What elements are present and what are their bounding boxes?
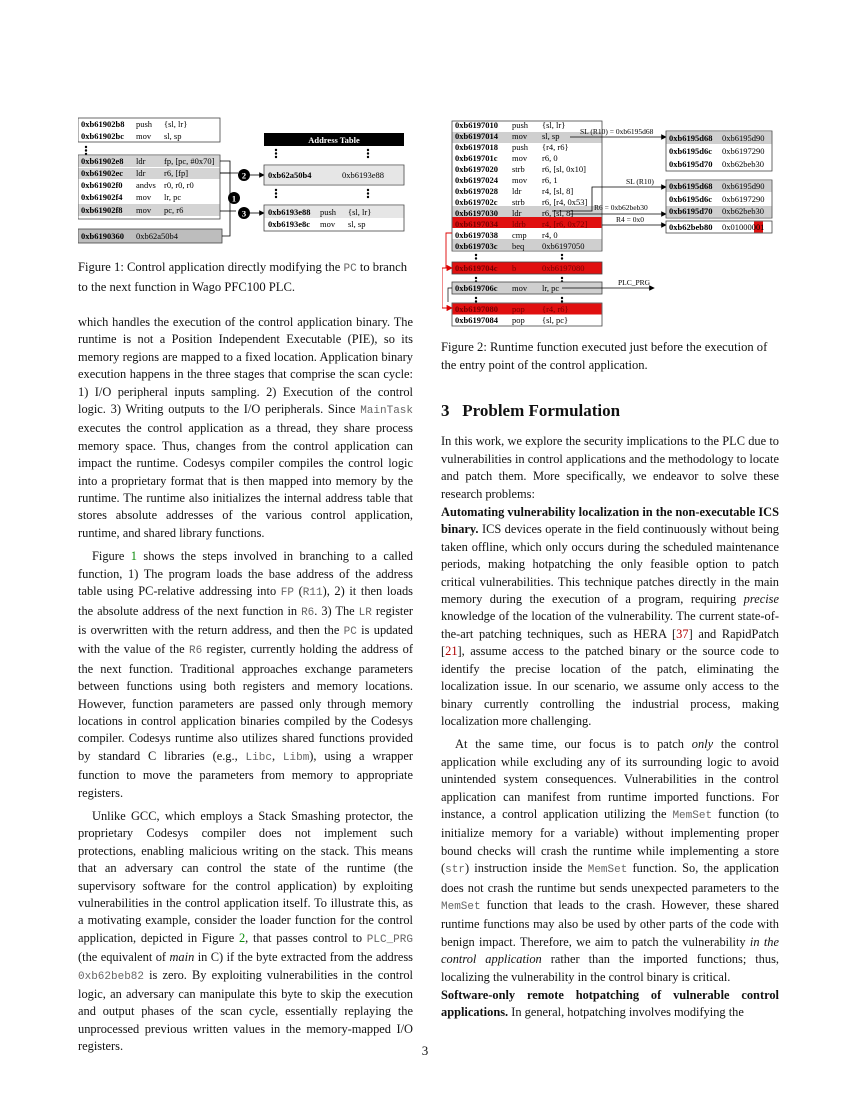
right-column [441, 402, 779, 1028]
fig2-row-op: strb [512, 197, 525, 207]
fig1-marker-1: 1 [231, 193, 237, 204]
fig1-caption-code: PC [343, 263, 357, 275]
text: function (to initialize memory for a variable) without implementing proper bound checks will crash the runtime while implementing a store ( [441, 806, 779, 876]
emph-precise: precise [743, 592, 779, 607]
text: . 3) The [314, 603, 359, 618]
fig1-target-args: sl, sp [348, 219, 366, 229]
fig1-g2-addr: 0xb61902f0 [81, 180, 123, 190]
left-p1-text: which handles the execution of the control application binary. The runtime is not a Position Independent Executable (PIE), so its memory regions are mapped to a fixed location. Application binary execution happens in the three stages that comprise the scan cycle: 1) I/O peripheral inputs sampling. 2) Execution of the control logic. 3) Writing outputs to the I/O peripherals. Since [78, 315, 413, 417]
fig2-row-addr: 0xb6197038 [455, 230, 498, 240]
section-title: Problem Formulation [462, 401, 621, 420]
fig2-mem2-addr: 0xb6195d70 [669, 206, 713, 216]
fig2-mem3-val: 0x01000001 [722, 222, 765, 232]
fig2-mem1-addr: 0xb6195d68 [669, 133, 713, 143]
code-memset: MemSet [587, 864, 628, 877]
fig2-mem1-val: 0xb6197290 [722, 146, 765, 156]
code-r11: R11 [302, 587, 323, 600]
figure-2-ref-link[interactable]: 2 [238, 930, 246, 945]
fig2-rowd-addr: 0xb6197080 [455, 304, 498, 314]
fig2-rowd-args: {r4, r6} [542, 304, 569, 314]
fig1-target-addr: 0xb6193e8c [268, 219, 311, 229]
right-paragraph-3 [441, 736, 779, 986]
code-plc-prg: PLC_PRG [366, 933, 413, 946]
fig1-g2-op: ldr [136, 156, 146, 166]
fig2-row-addr: 0xb619702c [455, 197, 498, 207]
fig2-row-addr: 0xb6197020 [455, 164, 498, 174]
fig1-target-addr: 0xb6193e88 [268, 207, 311, 217]
code-r6: R6 [189, 645, 203, 658]
fig2-label-sl-full: SL (R10) = 0xb6195d68 [580, 127, 654, 136]
right-paragraph-2 [441, 504, 779, 730]
citation-21-link[interactable]: 21 [445, 644, 458, 659]
text: function. So, the application does not crash the runtime but sends unexpected parameters to the [441, 861, 779, 895]
fig1-g2-op: ldr [136, 168, 146, 178]
text: is updated with the value of the [78, 622, 413, 657]
problem-heading-2: Software-only remote hotpatching of vulnerable control applications. [441, 988, 779, 1020]
code-pc: PC [343, 625, 357, 638]
fig2-row-addr: 0xb6197018 [455, 142, 498, 152]
fig2-row-op: mov [512, 175, 528, 185]
fig1-g1-op: push [136, 119, 153, 129]
fig2-mem3-addr: 0xb62beb80 [669, 222, 713, 232]
fig2-row-op: ldr [512, 208, 522, 218]
fig1-bottom-addr: 0xb6190360 [81, 231, 124, 241]
fig2-row-op: push [512, 142, 529, 152]
fig2-rowb-op: b [512, 263, 517, 273]
fig1-caption-text: to branch to the next function in Wago PFC100 PLC. [78, 260, 408, 294]
fig1-g2-args: r0, r0, r0 [164, 180, 194, 190]
left-paragraph-2 [78, 548, 413, 802]
fig2-row-addr: 0xb6197014 [455, 131, 498, 141]
fig1-target-args: {sl, lr} [348, 207, 372, 217]
fig2-row-args: r6, [sl, 0x10] [542, 164, 586, 174]
fig2-mem2-val: 0xb62beb30 [722, 206, 765, 216]
fig2-row-args: r4, [r6, 0x72] [542, 219, 588, 229]
fig2-row-args: {r4, r6} [542, 142, 569, 152]
left-p1-text-b: executes the control application as a thread, they share process memory space. Thus, changes from the control application can impact the runtime. Codesys compiler compiles the control logic into a proprietary format that is then mapped into memory by the runtime. The runtime also initializes the internal address table that stores absolute addresses of the various control application, runtime, and shared library functions. [78, 421, 413, 540]
fig2-rowd-op: pop [512, 304, 525, 314]
fig2-row-op: ldr [512, 186, 522, 196]
text: ), 2) it then loads the absolute address of the next function in [78, 584, 413, 618]
fig1-g1-addr: 0xb61902bc [81, 131, 124, 141]
fig1-table-title: Address Table [308, 135, 360, 145]
fig1-g1-args: {sl, lr} [164, 119, 188, 129]
emph-only: only [691, 737, 714, 752]
fig2-mem1-addr: 0xb6195d6c [669, 146, 712, 156]
fig1-g1-addr: 0xb61902b8 [81, 119, 125, 129]
fig2-row-addr: 0xb6197030 [455, 208, 498, 218]
text: rather than the imported functions; thus, localizing the vulnerability in the control binary is critical. [441, 952, 779, 984]
text: register is overwritten with the return address, and then the [78, 603, 413, 637]
fig2-rowc-addr: 0xb619706c [455, 283, 498, 293]
right-paragraph-1 [441, 433, 779, 503]
text: knowledge of the location of the vulnerability. The current state-of-the-art patching techniques, such as HERA [ [441, 609, 779, 641]
figure-2-caption [441, 338, 779, 374]
fig2-row-args: r6, 0 [542, 153, 558, 163]
fig2-row-args: r4, 0 [542, 230, 558, 240]
text: In general, hotpatching involves modifying the [508, 1005, 744, 1020]
fig1-target-op: mov [320, 219, 336, 229]
text: Figure [92, 549, 131, 564]
citation-37-link[interactable]: 37 [676, 626, 689, 641]
fig2-row-op: cmp [512, 230, 527, 240]
fig2-row-args: sl, sp [542, 131, 560, 141]
fig1-g2-addr: 0xb61902e8 [81, 156, 124, 166]
fig2-rowd-addr: 0xb6197084 [455, 315, 498, 325]
left-column [78, 314, 413, 1062]
fig2-mem2-addr: 0xb6195d68 [669, 181, 713, 191]
page-number: 3 [421, 1043, 429, 1058]
fig1-g2-op: mov [136, 192, 152, 202]
text: ), using a wrapper function to move the parameters from memory to appropriate registers. [78, 748, 413, 800]
fig1-g2-args: lr, pc [164, 192, 182, 202]
fig1-table-val: 0xb6193e88 [342, 170, 385, 180]
fig2-row-addr: 0xb619703c [455, 241, 498, 251]
code-libc: Libc [245, 751, 272, 764]
code-str: str [445, 864, 465, 877]
fig2-rowd-args: {sl, pc} [542, 315, 569, 325]
section-number: 3 [441, 401, 450, 420]
left-paragraph-3 [78, 808, 413, 1056]
code-memset: MemSet [672, 809, 713, 822]
text: ] and RapidPatch [ [441, 626, 779, 659]
fig1-g1-args: sl, sp [164, 131, 182, 141]
code-memset: MemSet [441, 900, 481, 913]
figure-1 [78, 115, 418, 255]
fig2-row-args: r6, [r4, 0x53] [542, 197, 588, 207]
fig1-g2-args: pc, r6 [164, 205, 184, 215]
text: , [271, 748, 283, 763]
text: ICS devices operate in the field continuously without being taken offline, which only occurs during the scheduled maintenance periods, making hotpatching the only feasible option to patch critical vulnerabilities. This technique patches directly in the main memory during the execution of a program, requiring [441, 522, 779, 607]
fig1-g2-args: fp, [pc, #0x70] [164, 156, 215, 166]
code-lr: LR [358, 606, 372, 619]
code-fp: FP [280, 587, 294, 600]
fig1-marker-2: 2 [241, 170, 247, 181]
text: the control application while excluding any of its surrounding logic to avoid unintended system consequences. Vulnerabilities in the control application can manifest from runtime imported functions. For instance, a control application utilizing the [441, 737, 780, 821]
fig2-row-addr: 0xb6197010 [455, 120, 498, 130]
fig2-row-args: r6, [sl, 8] [542, 208, 574, 218]
fig1-caption-label: Figure 1: [78, 260, 124, 274]
fig1-g1-op: mov [136, 131, 152, 141]
fig2-row-args: {sl, lr} [542, 120, 566, 130]
text: At the same time, our focus is to patch [455, 737, 692, 752]
fig2-rowb-args: 0xb6197080 [542, 263, 585, 273]
text: ) instruction inside the [464, 861, 588, 876]
fig2-label-sl: SL (R10) [626, 177, 654, 186]
code-maintask: MainTask [360, 405, 413, 418]
fig2-row-addr: 0xb619701c [455, 153, 498, 163]
fig2-rowd-op: pop [512, 315, 525, 325]
text: shows the steps involved in branching to a called function, 1) The program loads the base address of the address table using PC-relative addressing into [78, 549, 413, 599]
fig2-row-op: beq [512, 241, 525, 251]
fig2-row-args: 0xb6197050 [542, 241, 585, 251]
fig2-mem1-val: 0xb62beb30 [722, 159, 765, 169]
fig1-caption-text: Control application directly modifying the [123, 260, 344, 274]
fig2-row-addr: 0xb6197024 [455, 175, 498, 185]
code-libm: Libm [282, 751, 310, 764]
section-heading [441, 402, 779, 419]
fig2-row-op: push [512, 120, 529, 130]
code-address: 0xb62beb82 [78, 970, 145, 983]
fig2-rowc-op: mov [512, 283, 528, 293]
fig1-g2-op: andvs [136, 180, 156, 190]
fig1-g2-op: mov [136, 205, 152, 215]
fig1-table-addr: 0xb62a50b4 [268, 170, 312, 180]
fig1-g2-args: r6, [fp] [164, 168, 189, 178]
fig2-caption-label: Figure 2: [441, 340, 487, 354]
fig2-row-op: mov [512, 131, 528, 141]
figure-1-caption [78, 258, 413, 296]
figure-1-ref-link[interactable]: 1 [130, 549, 137, 564]
emph-main: main [169, 950, 195, 965]
fig1-g2-addr: 0xb61902f4 [81, 192, 123, 202]
text: (the equivalent of [78, 950, 170, 965]
text: In this work, we explore the security implications to the PLC due to vulnerabilities in control applications and the methodology to locate and patch them. More specifically, we endeavor to solve these research problems: [441, 434, 779, 501]
fig1-bottom-val: 0xb62a50b4 [136, 231, 179, 241]
text: ( [293, 584, 303, 599]
fig2-row-addr: 0xb6197028 [455, 186, 498, 196]
text: in C) if the byte extracted from the address [194, 950, 413, 965]
right-paragraph-4 [441, 987, 779, 1022]
text: , that passes control to [245, 930, 367, 945]
fig2-mem1-addr: 0xb6195d70 [669, 159, 713, 169]
fig2-mem2-val: 0xb6197290 [722, 194, 765, 204]
fig2-caption-text: Runtime function executed just before the execution of the entry point of the control application. [441, 340, 768, 372]
left-paragraph-1 [78, 314, 413, 542]
fig2-label-r6: R6 = 0xb62beb30 [594, 203, 648, 212]
fig2-row-op: mov [512, 153, 528, 163]
figure-2 [442, 117, 792, 327]
fig2-rowc-args: lr, pc [542, 283, 560, 293]
fig2-row-op: ldrb [512, 219, 526, 229]
fig2-mem2-addr: 0xb6195d6c [669, 194, 712, 204]
fig2-label-r4: R4 = 0x0 [616, 215, 644, 224]
fig2-label-plc: PLC_PRG [618, 278, 651, 287]
fig1-g2-addr: 0xb61902f8 [81, 205, 123, 215]
text: function that leads to the crash. However, these shared runtime functions may also be used by other parts of the code with benign impact. Therefore, we aim to patch the vulnerability [441, 897, 779, 949]
fig2-row-args: r4, [sl, 8] [542, 186, 574, 196]
fig2-row-args: r6, 1 [542, 175, 558, 185]
text: is zero. By exploiting vulnerabilities in the control logic, an adversary can manipulate this byte to skip the execution and output phases of the scan cycle, essentially replaying the unprocessed previous written values in the memory-mapped I/O registers. [78, 967, 413, 1054]
code-r6: R6 [301, 606, 315, 619]
fig2-mem1-val: 0xb6195d90 [722, 133, 765, 143]
fig2-rowb-addr: 0xb619704c [455, 263, 498, 273]
fig2-row-op: strb [512, 164, 525, 174]
text: register, currently holding the address of the next function. Traditional approaches exchange parameters between functions using both registers and memory locations. However, function parameters are passed only through memory locations in control application binaries compiled by the Codesys compiler. Codesys runtime also utilizes shared functions provided by standard C libraries (e.g., [78, 642, 413, 763]
fig1-g2-addr: 0xb61902ec [81, 168, 124, 178]
text: Unlike GCC, which employs a Stack Smashing protector, the proprietary Codesys compiler does not implement such protections, enabling malicious writing on the stack. This means that an adversary can control the state of the runtime (the supervisory software for the control application) by exploiting vulnerabilities in the control application itself. To illustrate this, as a motivating example, consider the loader function for the control application, depicted in Figure [78, 808, 413, 945]
emph-in-control-application: in the control application [441, 934, 779, 967]
problem-heading-1: Automating vulnerability localization in the non-executable ICS binary. [441, 505, 779, 537]
fig2-row-addr: 0xb6197034 [455, 219, 498, 229]
fig1-target-op: push [320, 207, 337, 217]
text: ], assume access to the patched binary or the source code to identify the precise location of the patch, eliminating the localization issue. In our scenario, we assume only access to the binary currently controlling the industrial process, making localization more challenging. [441, 644, 779, 728]
fig1-marker-3: 3 [241, 208, 247, 219]
fig2-mem2-val: 0xb6195d90 [722, 181, 765, 191]
